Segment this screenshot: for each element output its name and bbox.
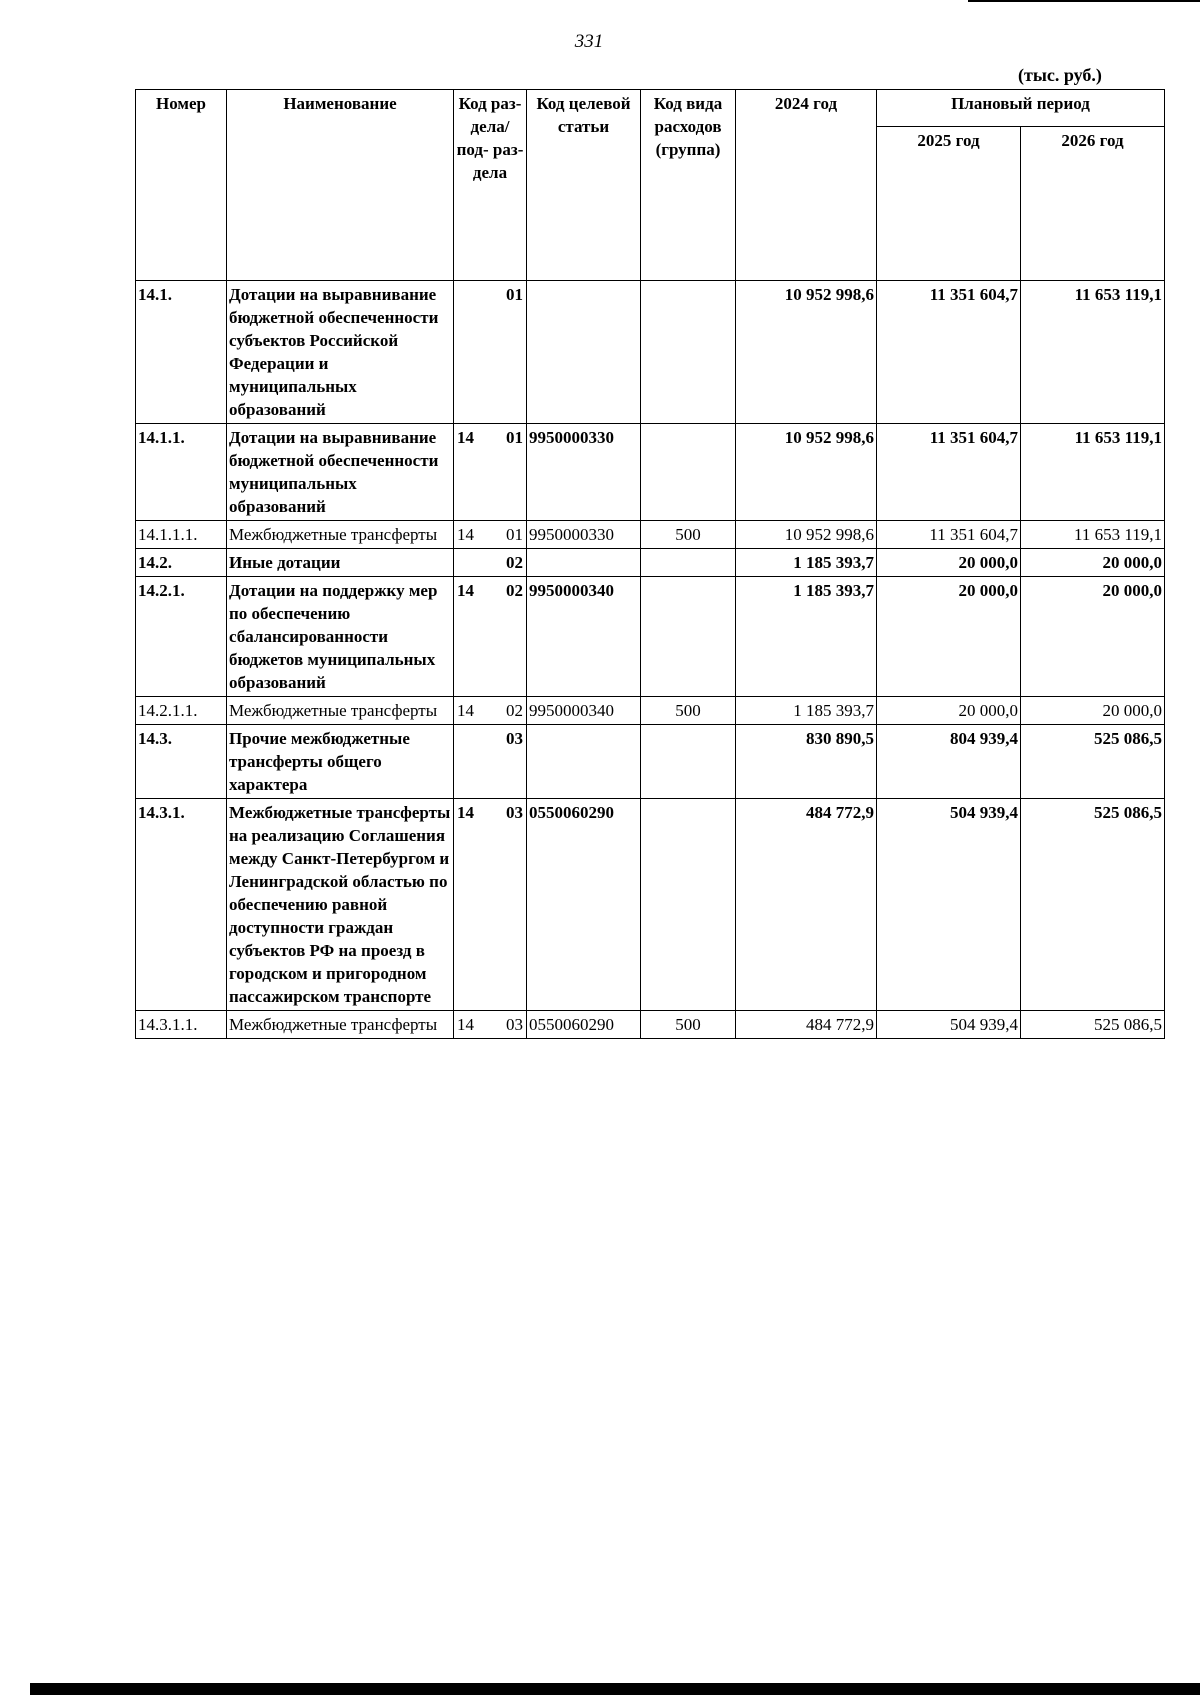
row-section-code xyxy=(454,577,527,697)
row-number: 14.1.1.1. xyxy=(136,521,227,549)
row-value-2024: 10 952 998,6 xyxy=(736,521,877,549)
row-expense-code: 500 xyxy=(641,521,736,549)
row-value-2025: 804 939,4 xyxy=(877,725,1021,799)
row-value-2025: 20 000,0 xyxy=(877,577,1021,697)
row-value-2026: 11 653 119,1 xyxy=(1021,521,1165,549)
subsection-code: 01 xyxy=(506,285,523,304)
page-number: 331 xyxy=(574,31,604,52)
row-section-code xyxy=(454,697,527,725)
row-target-code xyxy=(527,725,641,799)
row-target-code: 0550060290 xyxy=(527,1011,641,1039)
row-value-2025: 11 351 604,7 xyxy=(877,521,1021,549)
row-name: Межбюджетные трансферты xyxy=(227,521,454,549)
row-value-2024: 1 185 393,7 xyxy=(736,697,877,725)
row-name: Прочие межбюджетные трансферты общего характера xyxy=(227,725,454,799)
row-target-code: 9950000330 xyxy=(527,521,641,549)
row-value-2025: 20 000,0 xyxy=(877,549,1021,577)
row-value-2026: 20 000,0 xyxy=(1021,577,1165,697)
header-expense-code: Код вида расходов (группа) xyxy=(641,90,736,281)
row-target-code: 9950000340 xyxy=(527,577,641,697)
row-section-code xyxy=(454,1011,527,1039)
row-value-2025: 504 939,4 xyxy=(877,799,1021,1011)
row-value-2026: 525 086,5 xyxy=(1021,1011,1165,1039)
row-number: 14.1. xyxy=(136,281,227,424)
subsection-code: 03 xyxy=(506,729,523,748)
table-row xyxy=(136,549,1165,577)
subsection-code: 01 xyxy=(506,428,523,447)
row-section-code xyxy=(454,549,527,577)
row-section-code xyxy=(454,521,527,549)
section-code: 14 xyxy=(457,525,474,544)
row-section-code xyxy=(454,725,527,799)
row-value-2024: 1 185 393,7 xyxy=(736,577,877,697)
table-row xyxy=(136,1011,1165,1039)
row-value-2024: 10 952 998,6 xyxy=(736,281,877,424)
row-value-2026: 11 653 119,1 xyxy=(1021,424,1165,521)
row-value-2025: 11 351 604,7 xyxy=(877,424,1021,521)
row-number: 14.2.1. xyxy=(136,577,227,697)
section-code: 14 xyxy=(457,1015,474,1034)
table-row xyxy=(136,697,1165,725)
row-expense-code: 500 xyxy=(641,697,736,725)
row-value-2024: 830 890,5 xyxy=(736,725,877,799)
row-value-2026: 11 653 119,1 xyxy=(1021,281,1165,424)
section-code: 14 xyxy=(457,581,474,600)
row-number: 14.3.1. xyxy=(136,799,227,1011)
top-rule xyxy=(968,0,1200,2)
row-name: Межбюджетные трансферты на реализацию Соглашения между Санкт-Петербургом и Ленинградской областью по обеспечению равной доступности граждан субъектов РФ на проезд в городском и пригородном пассажирском транспорте xyxy=(227,799,454,1011)
row-expense-code xyxy=(641,281,736,424)
header-year-2026: 2026 год xyxy=(1021,127,1165,281)
subsection-code: 01 xyxy=(506,525,523,544)
subsection-code: 02 xyxy=(506,701,523,720)
row-section-code xyxy=(454,281,527,424)
row-value-2026: 20 000,0 xyxy=(1021,697,1165,725)
row-expense-code xyxy=(641,799,736,1011)
table-row xyxy=(136,424,1165,521)
row-name: Иные дотации xyxy=(227,549,454,577)
row-name: Дотации на выравнивание бюджетной обеспеченности субъектов Российской Федерации и муниципальных образований xyxy=(227,281,454,424)
row-number: 14.1.1. xyxy=(136,424,227,521)
bottom-scan-edge xyxy=(30,1683,1200,1695)
header-number: Номер xyxy=(136,90,227,281)
header-name: Наименование xyxy=(227,90,454,281)
row-value-2024: 484 772,9 xyxy=(736,1011,877,1039)
row-target-code: 9950000330 xyxy=(527,424,641,521)
subsection-code: 02 xyxy=(506,553,523,572)
table-row xyxy=(136,521,1165,549)
subsection-code: 03 xyxy=(506,803,523,822)
header-plan-period: Плановый период xyxy=(877,90,1165,127)
row-name: Межбюджетные трансферты xyxy=(227,1011,454,1039)
header-row xyxy=(136,90,1165,127)
section-code: 14 xyxy=(457,428,474,447)
row-value-2025: 504 939,4 xyxy=(877,1011,1021,1039)
row-section-code xyxy=(454,424,527,521)
table-row xyxy=(136,281,1165,424)
units-label: (тыс. руб.) xyxy=(1018,65,1102,85)
row-number: 14.2.1.1. xyxy=(136,697,227,725)
row-number: 14.2. xyxy=(136,549,227,577)
row-value-2026: 525 086,5 xyxy=(1021,799,1165,1011)
table-row xyxy=(136,577,1165,697)
row-value-2025: 11 351 604,7 xyxy=(877,281,1021,424)
row-expense-code xyxy=(641,725,736,799)
section-code: 14 xyxy=(457,701,474,720)
row-name: Дотации на поддержку мер по обеспечению сбалансированности бюджетов муниципальных образований xyxy=(227,577,454,697)
budget-table xyxy=(135,89,1165,1039)
row-value-2025: 20 000,0 xyxy=(877,697,1021,725)
row-number: 14.3.1.1. xyxy=(136,1011,227,1039)
row-name: Межбюджетные трансферты xyxy=(227,697,454,725)
row-name: Дотации на выравнивание бюджетной обеспеченности муниципальных образований xyxy=(227,424,454,521)
row-expense-code xyxy=(641,549,736,577)
row-target-code xyxy=(527,549,641,577)
row-expense-code: 500 xyxy=(641,1011,736,1039)
header-section-code: Код раз- дела/ под- раз- дела xyxy=(454,90,527,281)
table-row xyxy=(136,799,1165,1011)
subsection-code: 03 xyxy=(506,1015,523,1034)
row-value-2024: 10 952 998,6 xyxy=(736,424,877,521)
row-expense-code xyxy=(641,577,736,697)
subsection-code: 02 xyxy=(506,581,523,600)
row-value-2024: 1 185 393,7 xyxy=(736,549,877,577)
row-expense-code xyxy=(641,424,736,521)
row-section-code xyxy=(454,799,527,1011)
row-target-code: 0550060290 xyxy=(527,799,641,1011)
row-number: 14.3. xyxy=(136,725,227,799)
header-year-2025: 2025 год xyxy=(877,127,1021,281)
row-target-code: 9950000340 xyxy=(527,697,641,725)
row-value-2026: 20 000,0 xyxy=(1021,549,1165,577)
table-row xyxy=(136,725,1165,799)
row-value-2024: 484 772,9 xyxy=(736,799,877,1011)
header-year-2024: 2024 год xyxy=(736,90,877,281)
row-value-2026: 525 086,5 xyxy=(1021,725,1165,799)
section-code: 14 xyxy=(457,803,474,822)
header-target-code: Код целевой статьи xyxy=(527,90,641,281)
row-target-code xyxy=(527,281,641,424)
